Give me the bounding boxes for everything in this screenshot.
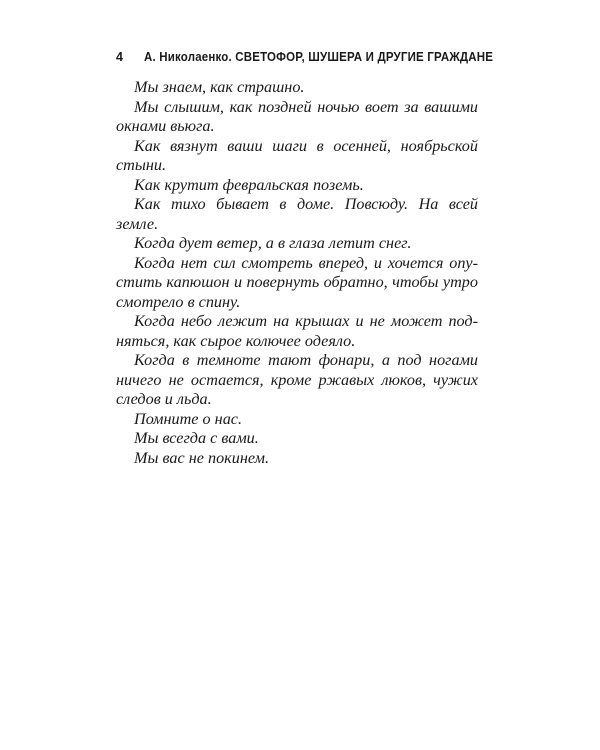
body-text (116, 78, 478, 468)
paragraph: Когда в темноте тают фонари, а под ногами ничего не остается, кроме ржавых люков, чужих следов и льда. (116, 351, 478, 408)
paragraph: Когда небо лежит на крышах и не может подняться, как сырое колючее одеяло. (116, 312, 478, 350)
paragraph: Помните о нас. (134, 409, 243, 428)
paragraph: Как вязнут ваши шаги в осенней, ноябрьской стыни. (116, 136, 478, 174)
paragraph: Как крутит февральская поземь. (134, 175, 364, 194)
paragraph: Мы знаем, как страшно. (134, 78, 305, 96)
paragraph: Когда нет сил смотреть вперед, и хочется опустить капюшон и повернуть обратно, чтобы утро смотрело в спину. (116, 253, 478, 311)
paragraph: Когда дует ветер, а в глаза летит снег. (134, 234, 412, 252)
paragraph: Как тихо бывает в доме. Повсюду. На всей земле. (116, 195, 478, 233)
running-header (116, 45, 494, 69)
running-title: А. Николаенко. СВЕТОФОР, ШУШЕРА И ДРУГИЕ ГРАЖДАНЕ (144, 50, 494, 64)
paragraph: Мы всегда с вами. (134, 429, 259, 447)
paragraph: Мы слышим, как поздней ночью воет за вашими окнами вьюга. (116, 97, 478, 135)
page-number: 4 (116, 50, 124, 64)
paragraph: Мы вас не покинем. (134, 448, 270, 467)
